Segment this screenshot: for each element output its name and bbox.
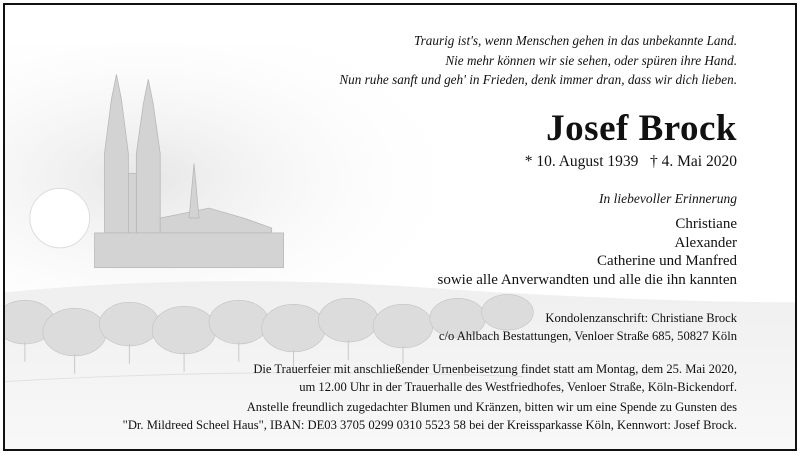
family-member: Catherine und Manfred [597,253,737,269]
funeral-line: um 12.00 Uhr in der Trauerhalle des Westfriedhofes, Venloer Straße, Köln-Bickendorf. [299,380,737,394]
funeral-notice [253,360,737,396]
donation-line: Anstelle freundlich zugedachter Blumen und Kränzen, bitten wir um eine Spende zu Gunsten des [246,400,737,414]
family-member: Christiane [675,216,737,232]
donation-line: "Dr. Mildreed Scheel Haus", IBAN: DE03 3705 0299 0310 5523 58 bei der Kreissparkasse Köln, Kennwort: Josef Brock. [122,418,737,432]
family-member: Alexander [674,234,737,251]
poem-line: Nun ruhe sanft und geh' in Frieden, denk immer dran, dass wir dich lieben. [339,72,737,87]
family-member: sowie alle Anverwandten und alle die ihn kannten [437,271,737,288]
poem-line: Nie mehr können wir sie sehen, oder spüren ihre Hand. [445,52,737,68]
family-block [438,215,738,289]
life-dates: * 10. August 1939 † 4. Mai 2020 [524,153,737,170]
donation-notice [123,398,737,434]
condolence-line: c/o Ahlbach Bestattungen, Venloer Straße 685, 50827 Köln [438,329,737,343]
funeral-line: Die Trauerfeier mit anschließender Urnenbeisetzung findet statt am Montag, dem 25. Mai 2020, [253,362,737,376]
poem-block [339,31,737,90]
condolence-line: Kondolenzanschrift: Christiane Brock [545,311,737,325]
deceased-name: Josef Brock [546,108,737,149]
poem-line: Traurig ist's, wenn Menschen gehen in das unbekannte Land. [414,33,737,48]
condolence-address [439,309,737,345]
sun-shape [30,188,90,247]
memory-line: In liebevoller Erinnerung [599,191,737,206]
obituary-card [3,3,797,451]
